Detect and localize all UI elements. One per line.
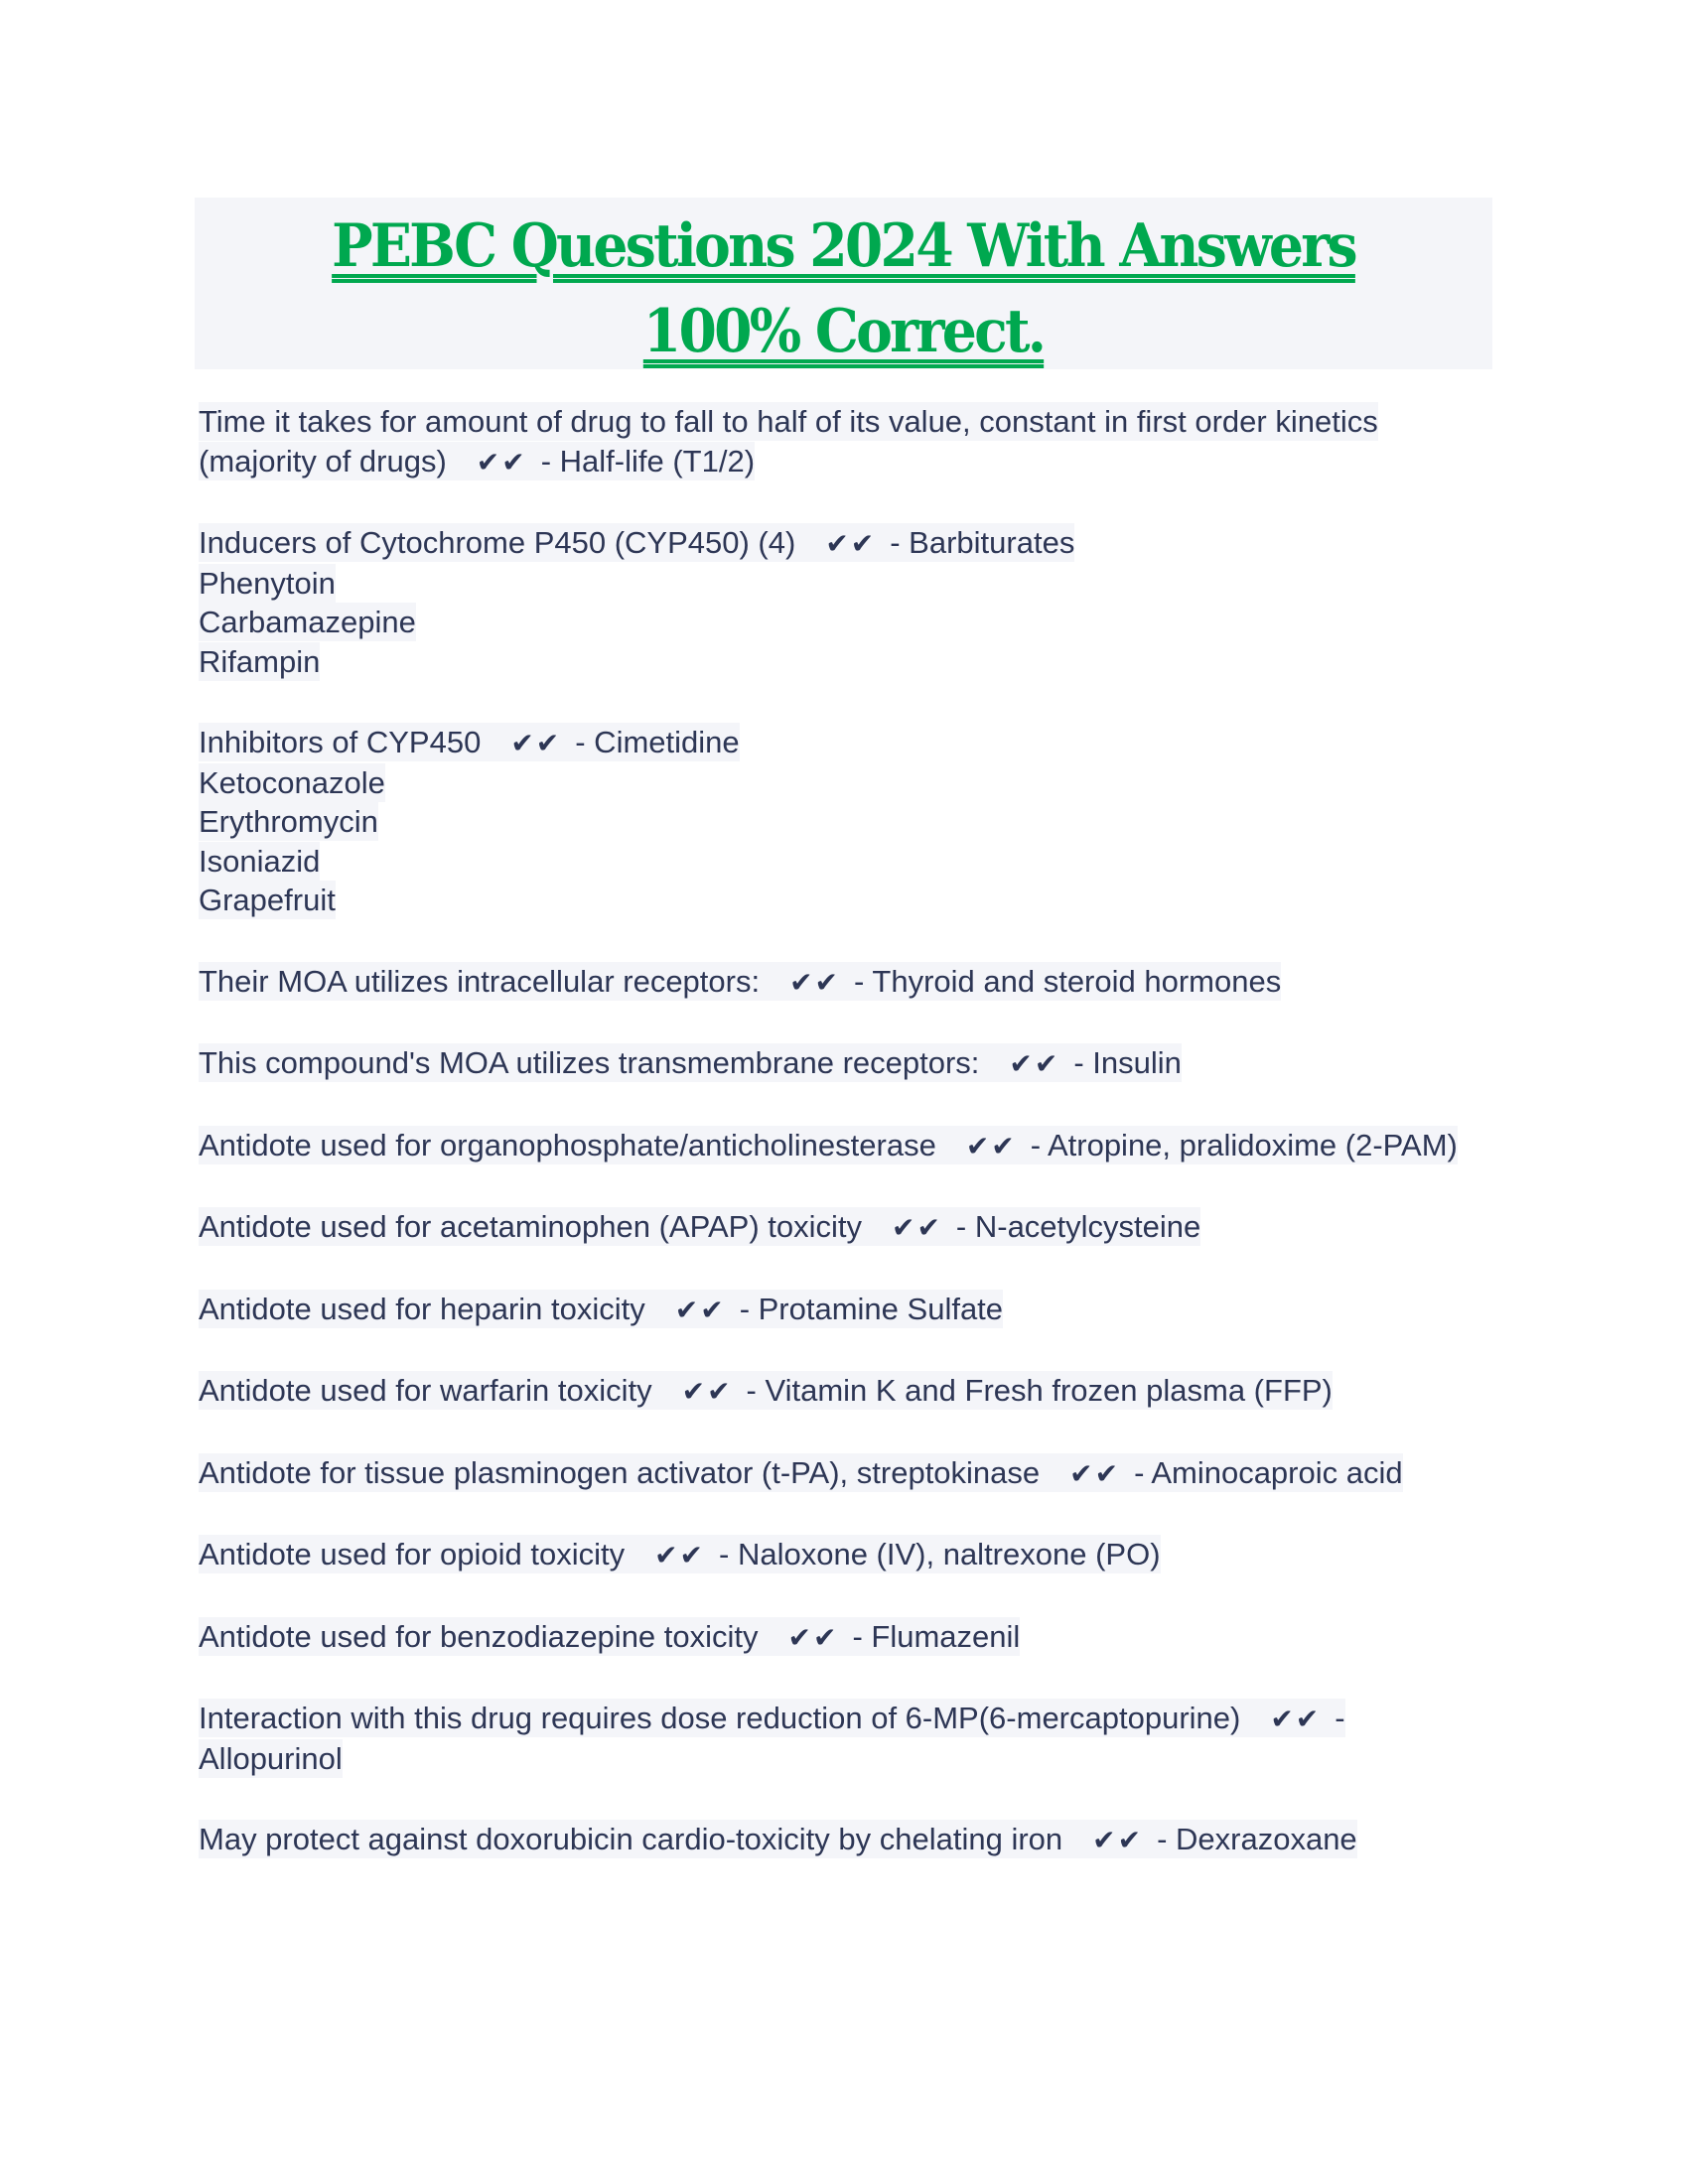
answer-text: - Protamine Sulfate bbox=[739, 1291, 1004, 1326]
answer-text: - Cimetidine bbox=[575, 725, 740, 759]
question-text: This compound's MOA utilizes transmembrane receptors: bbox=[199, 1045, 980, 1080]
title-banner bbox=[195, 198, 1492, 369]
double-check-icon: ✔✔ bbox=[892, 1211, 942, 1244]
double-check-icon: ✔✔ bbox=[476, 445, 527, 478]
qa-item bbox=[199, 1699, 1479, 1778]
double-check-icon: ✔✔ bbox=[965, 1129, 1017, 1162]
double-check-icon: ✔✔ bbox=[1270, 1703, 1322, 1735]
double-check-icon: ✔✔ bbox=[654, 1539, 706, 1571]
question-text: May protect against doxorubicin cardio-toxicity by chelating iron bbox=[199, 1822, 1063, 1856]
question-text: Antidote for tissue plasminogen activator (t-PA), streptokinase bbox=[199, 1454, 1041, 1490]
double-check-icon: ✔✔ bbox=[674, 1293, 726, 1326]
answer-text: - Allopurinol bbox=[199, 1701, 1345, 1776]
double-check-icon: ✔✔ bbox=[825, 527, 877, 560]
question-text: Inducers of Cytochrome P450 (CYP450) (4) bbox=[199, 525, 796, 560]
qa-item bbox=[199, 1371, 1479, 1412]
title-line-2: 100% Correct. bbox=[642, 297, 1045, 366]
qa-item bbox=[199, 962, 1479, 1003]
answer-text: - Flumazenil bbox=[852, 1618, 1021, 1654]
double-check-icon: ✔✔ bbox=[1092, 1824, 1144, 1856]
answer-continuation: Isoniazid bbox=[199, 843, 321, 879]
qa-item bbox=[199, 1617, 1479, 1658]
double-check-icon: ✔✔ bbox=[1009, 1047, 1060, 1080]
qa-item bbox=[199, 1126, 1479, 1166]
answer-text: - N-acetylcysteine bbox=[955, 1209, 1201, 1244]
question-text: Antidote used for benzodiazepine toxicity bbox=[199, 1618, 759, 1654]
answer-text: - Naloxone (IV), naltrexone (PO) bbox=[719, 1537, 1161, 1571]
answer-continuation: Grapefruit bbox=[199, 883, 336, 917]
question-text: Antidote used for organophosphate/anticholinesterase bbox=[199, 1127, 936, 1162]
question-text: Antidote used for heparin toxicity bbox=[199, 1291, 645, 1326]
double-check-icon: ✔✔ bbox=[787, 1620, 839, 1654]
answer-text: - Insulin bbox=[1073, 1045, 1182, 1080]
answer-text: - Thyroid and steroid hormones bbox=[854, 963, 1282, 999]
answer-text: - Vitamin K and Fresh frozen plasma (FFP) bbox=[746, 1373, 1333, 1408]
qa-item bbox=[199, 1043, 1479, 1084]
answer-continuation: Rifampin bbox=[199, 643, 321, 679]
answer-text: - Dexrazoxane bbox=[1157, 1822, 1357, 1856]
qa-item bbox=[199, 1290, 1479, 1330]
answer-continuation: Erythromycin bbox=[199, 804, 378, 839]
qa-item bbox=[199, 1207, 1479, 1248]
double-check-icon: ✔✔ bbox=[1069, 1456, 1121, 1490]
answer-text: - Half-life (T1/2) bbox=[540, 443, 756, 478]
answer-text: - Barbiturates bbox=[890, 525, 1075, 560]
qa-item bbox=[199, 723, 1479, 920]
qa-item bbox=[199, 1535, 1479, 1575]
answer-continuation: Ketoconazole bbox=[199, 764, 385, 800]
double-check-icon: ✔✔ bbox=[681, 1375, 733, 1408]
question-text: Antidote used for acetaminophen (APAP) toxicity bbox=[199, 1209, 862, 1244]
double-check-icon: ✔✔ bbox=[510, 727, 562, 759]
double-check-icon: ✔✔ bbox=[789, 965, 841, 999]
qa-list bbox=[199, 402, 1479, 1902]
question-text: Antidote used for warfarin toxicity bbox=[199, 1373, 652, 1408]
answer-text: - Aminocaproic acid bbox=[1134, 1454, 1403, 1490]
title-line-1: PEBC Questions 2024 With Answers bbox=[332, 211, 1355, 281]
qa-item bbox=[199, 523, 1479, 681]
qa-item bbox=[199, 402, 1479, 481]
page-title bbox=[246, 198, 1440, 374]
answer-continuation: Phenytoin bbox=[199, 565, 336, 601]
answer-continuation: Carbamazepine bbox=[199, 605, 416, 639]
question-text: Interaction with this drug requires dose reduction of 6-MP(6-mercaptopurine) bbox=[199, 1701, 1241, 1735]
qa-item bbox=[199, 1453, 1479, 1494]
question-text: Time it takes for amount of drug to fall to half of its value, constant in first order kinetics (majority of drugs) bbox=[199, 404, 1378, 478]
qa-item bbox=[199, 1820, 1479, 1860]
answer-text: - Atropine, pralidoxime (2-PAM) bbox=[1030, 1127, 1458, 1162]
question-text: Antidote used for opioid toxicity bbox=[199, 1537, 626, 1571]
question-text: Inhibitors of CYP450 bbox=[199, 725, 482, 759]
question-text: Their MOA utilizes intracellular receptors: bbox=[199, 963, 761, 999]
